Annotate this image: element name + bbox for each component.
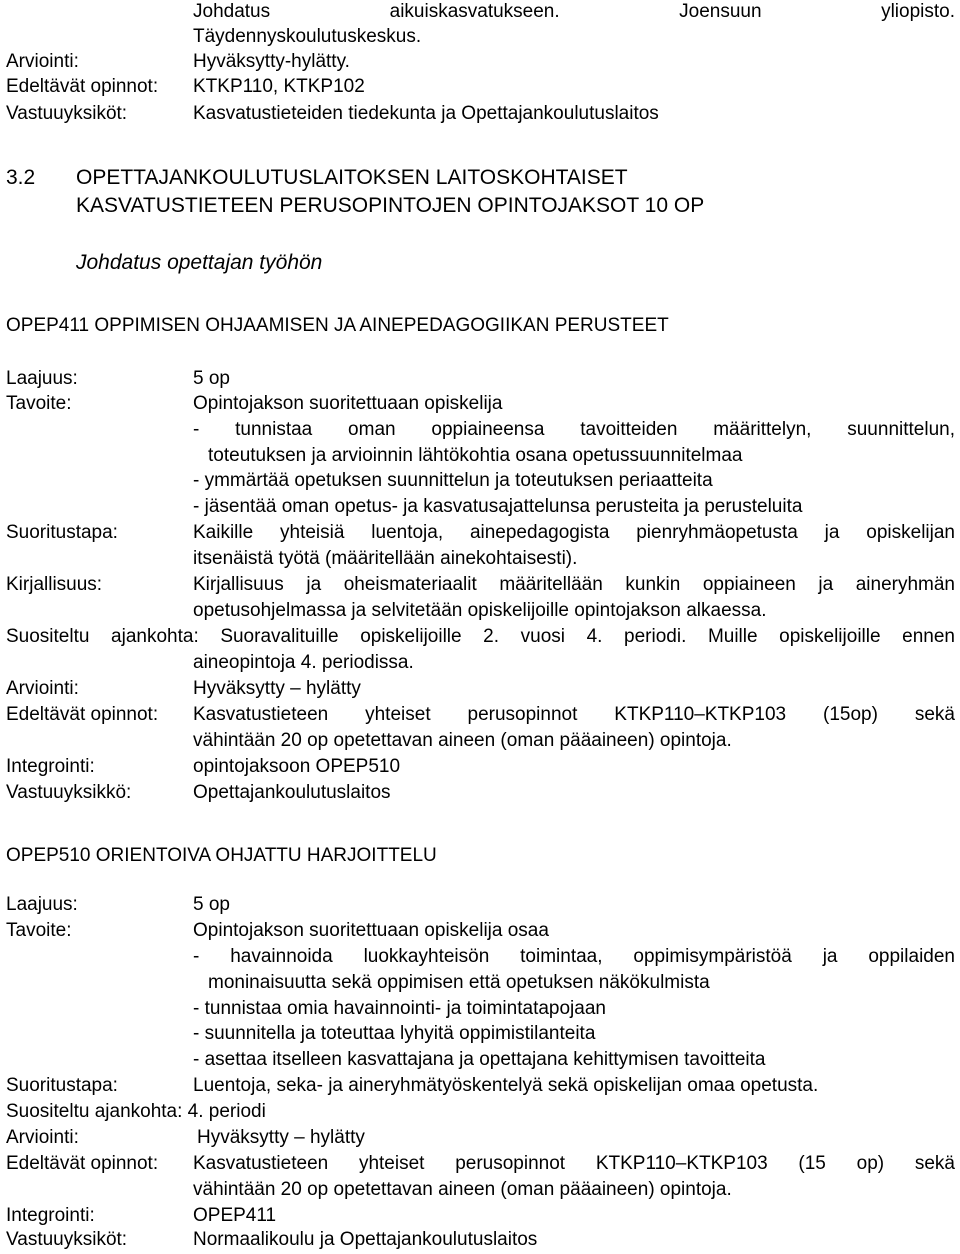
- course1-suositeltu-line2: aineopintoja 4. periodissa.: [193, 652, 414, 673]
- course2-arviointi-label: Arviointi:: [6, 1127, 79, 1148]
- course2-goal-3: - suunnitella ja toteuttaa lyhyitä oppimistilanteita: [193, 1023, 596, 1044]
- course2-goal-4: - asettaa itselleen kasvattajana ja opettajana kehittymisen tavoitteita: [193, 1049, 766, 1070]
- course2-suoritustapa-value: Luentoja, seka- ja aineryhmätyöskentelyä sekä opiskelijan omaa opetusta.: [193, 1075, 819, 1096]
- course2-tavoite-label: Tavoite:: [6, 920, 72, 941]
- section-number: 3.2: [6, 166, 36, 189]
- prev-vastuu-value: Kasvatustieteiden tiedekunta ja Opettajankoulutuslaitos: [193, 103, 659, 124]
- course1-goal-1-cont: toteutuksen ja arvioinnin lähtökohtia osana opetussuunnitelmaa: [208, 445, 743, 466]
- section-title-line1: OPETTAJANKOULUTUSLAITOKSEN LAITOSKOHTAISET: [76, 166, 628, 189]
- course2-edeltavat-label: Edeltävät opinnot:: [6, 1153, 159, 1174]
- course1-kirjallisuus-label: Kirjallisuus:: [6, 574, 103, 595]
- course1-laajuus-value: 5 op: [193, 368, 230, 389]
- course1-arviointi-label: Arviointi:: [6, 678, 79, 699]
- course2-goal-2: - tunnistaa omia havainnointi- ja toimintatapojaan: [193, 998, 606, 1019]
- prev-edeltavat-value: KTKP110, KTKP102: [193, 76, 365, 97]
- course1-suoritustapa-line2: itsenäistä työtä (määritellään ainekohtaisesti).: [193, 548, 578, 569]
- course1-edeltavat-line2: vähintään 20 op opetettavan aineen (oman pääaineen) opintoja.: [193, 730, 732, 751]
- course2-vastuu-value: Normaalikoulu ja Opettajankoulutuslaitos: [193, 1229, 538, 1250]
- course1-tavoite-intro: Opintojakson suoritettuaan opiskelija: [193, 393, 503, 414]
- course2-suoritustapa-label: Suoritustapa:: [6, 1075, 118, 1096]
- course1-vastuu-label: Vastuuyksikkö:: [6, 782, 132, 803]
- prev-course-name-line2: Täydennyskoulutuskeskus.: [193, 26, 422, 47]
- course1-edeltavat-line1: Kasvatustieteen yhteiset perusopinnot KTKP110–KTKP103 (15op) sekä: [193, 704, 955, 725]
- course2-vastuu-label: Vastuuyksiköt:: [6, 1229, 128, 1250]
- course1-tavoite-label: Tavoite:: [6, 393, 72, 414]
- course2-integrointi-label: Integrointi:: [6, 1205, 95, 1226]
- course2-goal-1-cont: moninaisuutta sekä oppimisen että opetuksen näkökulmista: [208, 972, 710, 993]
- prev-arviointi-label: Arviointi:: [6, 51, 79, 72]
- course2-laajuus-value: 5 op: [193, 894, 230, 915]
- course1-arviointi-value: Hyväksytty – hylätty: [193, 678, 361, 699]
- course1-goal-2: - ymmärtää opetuksen suunnittelun ja toteutuksen periaatteita: [193, 470, 713, 491]
- course1-goal-1: - tunnistaa oman oppiaineensa tavoitteiden määrittelyn, suunnittelun,: [193, 419, 955, 440]
- course1-suoritustapa-line1: Kaikille yhteisiä luentoja, ainepedagogista pienryhmäopetusta ja opiskelijan: [193, 522, 955, 543]
- prev-edeltavat-label: Edeltävät opinnot:: [6, 76, 159, 97]
- course1-kirjallisuus-line1: Kirjallisuus ja oheismateriaalit määritellään kunkin oppiaineen ja aineryhmän: [193, 574, 955, 595]
- course1-vastuu-value: Opettajankoulutuslaitos: [193, 782, 391, 803]
- course1-integrointi-value: opintojaksoon OPEP510: [193, 756, 401, 777]
- prev-vastuu-label: Vastuuyksiköt:: [6, 103, 128, 124]
- section-subtitle: Johdatus opettajan työhön: [76, 251, 323, 274]
- course1-goal-3: - jäsentää oman opetus- ja kasvatusajattelunsa perusteita ja perusteluita: [193, 496, 803, 517]
- course1-suositeltu-line1: Suositeltu ajankohta: Suoravalituille opiskelijoille 2. vuosi 4. periodi. Muille opiskelijoille ennen: [6, 626, 955, 647]
- prev-course-name-line1: Johdatus aikuiskasvatukseen. Joensuun yliopisto.: [193, 1, 955, 22]
- section-title-line2: KASVATUSTIETEEN PERUSOPINTOJEN OPINTOJAKSOT 10 OP: [76, 194, 705, 217]
- course2-title: OPEP510 ORIENTOIVA OHJATTU HARJOITTELU: [6, 845, 437, 866]
- prev-arviointi-value: Hyväksytty-hylätty.: [193, 51, 350, 72]
- course1-laajuus-label: Laajuus:: [6, 368, 78, 389]
- course2-integrointi-value: OPEP411: [193, 1205, 277, 1226]
- course2-goal-1: - havainnoida luokkayhteisön toimintaa, oppimisympäristöä ja oppilaiden: [193, 946, 955, 967]
- course1-title: OPEP411 OPPIMISEN OHJAAMISEN JA AINEPEDAGOGIIKAN PERUSTEET: [6, 315, 669, 336]
- course2-laajuus-label: Laajuus:: [6, 894, 78, 915]
- course2-suositeltu: Suositeltu ajankohta: 4. periodi: [6, 1101, 266, 1122]
- course2-edeltavat-line1: Kasvatustieteen yhteiset perusopinnot KTKP110–KTKP103 (15 op) sekä: [193, 1153, 955, 1174]
- course1-suoritustapa-label: Suoritustapa:: [6, 522, 118, 543]
- course2-edeltavat-line2: vähintään 20 op opetettavan aineen (oman pääaineen) opintoja.: [193, 1179, 732, 1200]
- course1-integrointi-label: Integrointi:: [6, 756, 95, 777]
- course2-arviointi-value: Hyväksytty – hylätty: [197, 1127, 365, 1148]
- course2-tavoite-intro: Opintojakson suoritettuaan opiskelija osaa: [193, 920, 549, 941]
- course1-edeltavat-label: Edeltävät opinnot:: [6, 704, 159, 725]
- course1-kirjallisuus-line2: opetusohjelmassa ja selvitetään opiskelijoille opintojakson alkaessa.: [193, 600, 767, 621]
